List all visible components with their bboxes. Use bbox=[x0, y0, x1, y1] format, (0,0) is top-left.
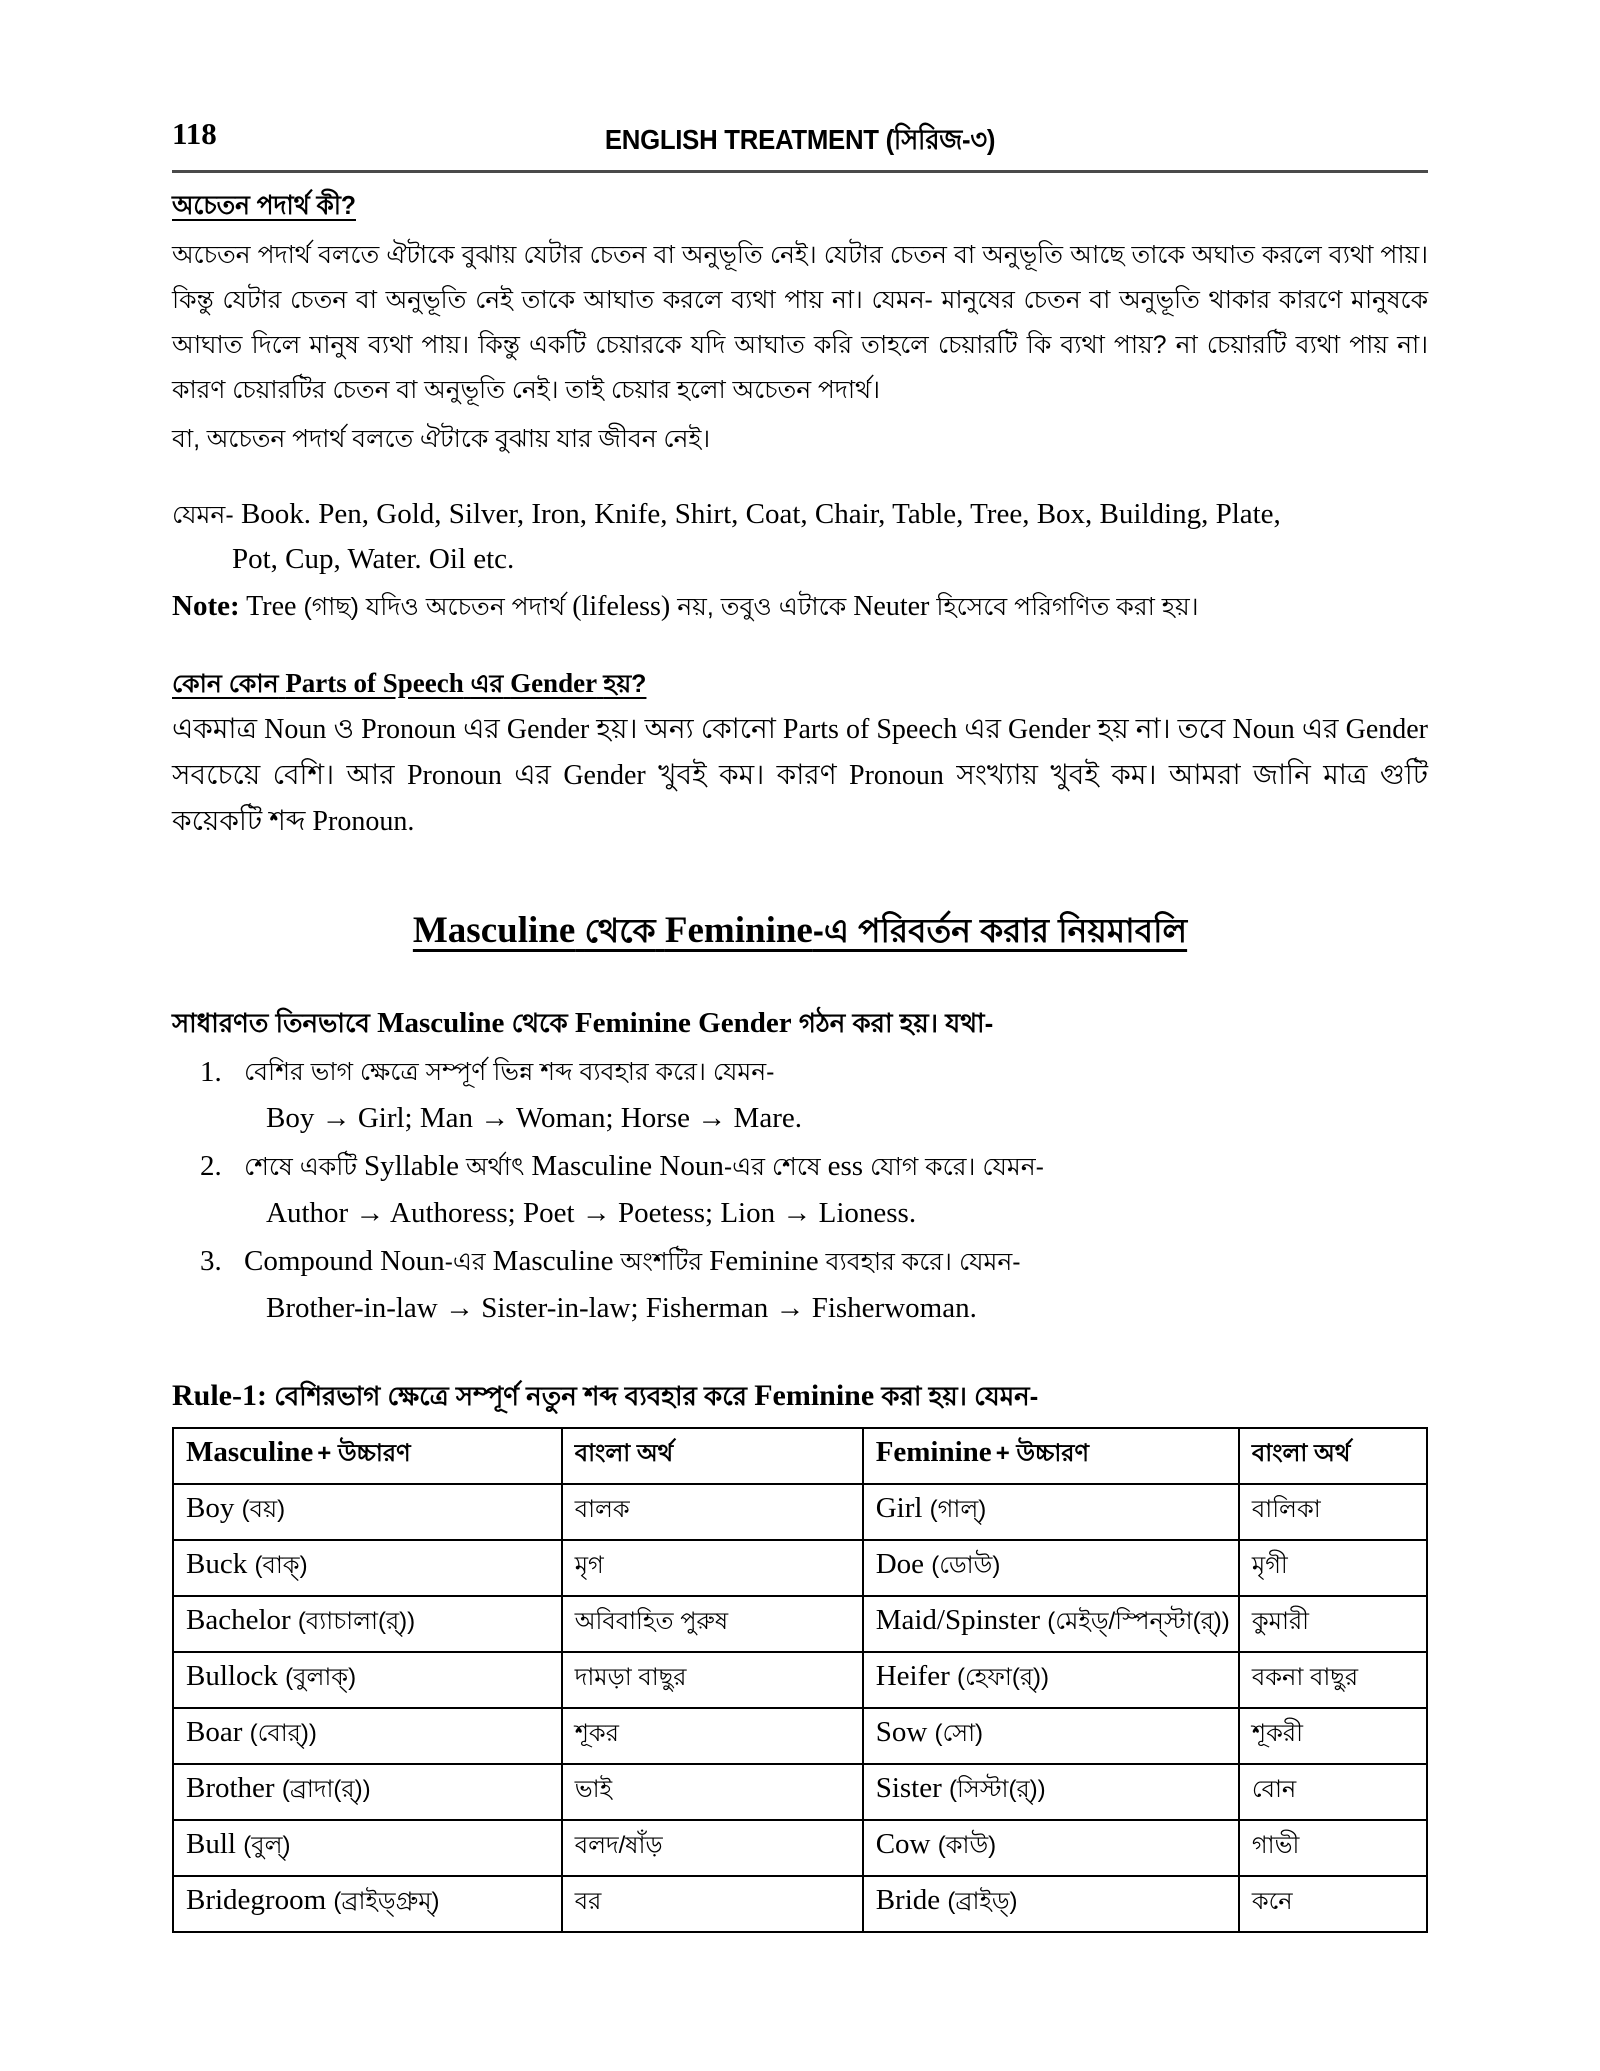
header-feminine-bn: + উচ্চারণ bbox=[995, 1440, 1089, 1467]
main-title-suffix: -এ পরিবর্তন করার নিয়মাবলি bbox=[812, 912, 1188, 949]
header-meaning-1-bn: বাংলা অর্থ bbox=[574, 1440, 674, 1467]
note-word-tree: Tree bbox=[246, 591, 297, 622]
examples-noun-list-line2: Pot, Cup, Water. Oil etc. bbox=[232, 543, 515, 575]
rule-2-part-6: যোগ করে। যেমন- bbox=[870, 1153, 1045, 1181]
masculine-word: Bull bbox=[186, 1828, 236, 1860]
rule-2-part-2: অর্থাৎ bbox=[465, 1153, 525, 1181]
rule-3-part-5: ব্যবহার করে। যেমন- bbox=[825, 1248, 1021, 1276]
cell-masculine bbox=[173, 1764, 562, 1820]
masculine-pronunciation: (ব্যাচালা(র্)) bbox=[297, 1608, 416, 1635]
feminine-word: Doe bbox=[875, 1548, 925, 1580]
main-title-feminine: Feminine bbox=[664, 910, 813, 951]
page-header bbox=[172, 118, 1428, 164]
rule1-en-feminine: Feminine bbox=[754, 1379, 875, 1412]
rule-2-part-1: Syllable bbox=[363, 1150, 459, 1182]
rule-item-3 bbox=[244, 1238, 1428, 1331]
examples-block bbox=[172, 492, 1428, 630]
rule-2-part-0: শেষে একটি bbox=[244, 1153, 357, 1181]
feminine-word: Heifer bbox=[875, 1660, 950, 1692]
rules-intro-en-feminine-gender: Feminine Gender bbox=[574, 1007, 792, 1039]
section-achetan-alt-line: বা, অচেতন পদার্থ বলতে ঐটাকে বুঝায় যার জীবন নেই। bbox=[172, 425, 711, 453]
cell-feminine bbox=[863, 1652, 1239, 1708]
feminine-word: Cow bbox=[875, 1828, 931, 1860]
cell-feminine bbox=[863, 1540, 1239, 1596]
header-feminine-en: Feminine bbox=[875, 1436, 992, 1468]
feminine-word: Bride bbox=[875, 1884, 941, 1916]
rule-3-text bbox=[244, 1238, 1428, 1285]
table-row bbox=[173, 1540, 1427, 1596]
examples-line-1 bbox=[172, 492, 1428, 537]
note-bn-part-2: নয়, তবুও এটাকে bbox=[677, 593, 847, 621]
cell-masculine-meaning: দামড়া বাছুর bbox=[562, 1652, 863, 1708]
pos-heading-bn-2: এর bbox=[470, 670, 504, 698]
rule1-bn-1: বেশিরভাগ ক্ষেত্রে সম্পূর্ণ নতুন শব্দ ব্যবহার করে bbox=[274, 1381, 747, 1411]
main-title-masculine: Masculine bbox=[412, 910, 576, 951]
note-word-neuter: Neuter bbox=[853, 591, 930, 622]
page-content bbox=[172, 118, 1428, 1933]
cell-masculine-meaning: বর bbox=[562, 1876, 863, 1932]
cell-feminine-meaning: শূকরী bbox=[1239, 1708, 1427, 1764]
rules-intro bbox=[172, 1003, 1428, 1043]
masculine-pronunciation: (বাক্) bbox=[254, 1552, 308, 1579]
cell-feminine bbox=[863, 1708, 1239, 1764]
cell-masculine-meaning: অবিবাহিত পুরুষ bbox=[562, 1596, 863, 1652]
cell-masculine bbox=[173, 1820, 562, 1876]
cell-feminine-meaning: বকনা বাছুর bbox=[1239, 1652, 1427, 1708]
cell-masculine bbox=[173, 1876, 562, 1932]
rule1-heading bbox=[172, 1375, 1428, 1417]
feminine-pronunciation: (ব্রাইড্) bbox=[947, 1888, 1018, 1915]
examples-lead-label: যেমন- bbox=[172, 501, 234, 529]
rule-1-example: Boy → Girl; Man → Woman; Horse → Mare. bbox=[266, 1102, 802, 1134]
table-header-masculine bbox=[173, 1428, 562, 1484]
cell-feminine bbox=[863, 1764, 1239, 1820]
rule-item-1 bbox=[244, 1049, 1428, 1141]
note-word-lifeless: (lifeless) bbox=[572, 591, 671, 622]
examples-noun-list-line1: Book. Pen, Gold, Silver, Iron, Knife, Shirt, Coat, Chair, Table, Tree, Box, Building, Plate, bbox=[240, 498, 1281, 530]
note-bn-part-1: (গাছ) যদিও অচেতন পদার্থ bbox=[303, 593, 566, 621]
table-row bbox=[173, 1876, 1427, 1932]
pos-heading-en-1: Parts of Speech bbox=[285, 668, 464, 698]
table-row bbox=[173, 1596, 1427, 1652]
table-header-feminine bbox=[863, 1428, 1239, 1484]
section-achetan-heading-wrap bbox=[172, 173, 1428, 229]
masculine-pronunciation: (বয়) bbox=[241, 1496, 286, 1523]
table-head bbox=[173, 1428, 1427, 1484]
feminine-pronunciation: (হেফা(র্)) bbox=[957, 1664, 1050, 1691]
cell-feminine-meaning: বালিকা bbox=[1239, 1484, 1427, 1540]
masculine-pronunciation: (বুলাক্) bbox=[285, 1664, 357, 1691]
table-row bbox=[173, 1652, 1427, 1708]
pos-heading-en-2: Gender bbox=[510, 668, 597, 698]
rule-3-part-4: Feminine bbox=[709, 1245, 819, 1277]
masculine-pronunciation: (বোর্)) bbox=[249, 1720, 317, 1747]
cell-feminine bbox=[863, 1484, 1239, 1540]
header-masculine-bn: + উচ্চারণ bbox=[317, 1440, 411, 1467]
masculine-pronunciation: (ব্রাদা(র্)) bbox=[281, 1776, 371, 1803]
feminine-pronunciation: (কাউ) bbox=[937, 1832, 997, 1859]
rule-item-2 bbox=[244, 1143, 1428, 1236]
page-number: 118 bbox=[172, 116, 217, 151]
rule-3-part-0: Compound Noun bbox=[244, 1245, 445, 1277]
table-header-meaning-2 bbox=[1239, 1428, 1427, 1484]
masculine-word: Boy bbox=[186, 1492, 235, 1524]
table-row bbox=[173, 1708, 1427, 1764]
section-heading-parts-of-speech bbox=[172, 664, 646, 707]
cell-feminine-meaning: কনে bbox=[1239, 1876, 1427, 1932]
masculine-word: Brother bbox=[186, 1772, 275, 1804]
cell-feminine bbox=[863, 1596, 1239, 1652]
feminine-word: Sister bbox=[875, 1772, 942, 1804]
header-masculine-en: Masculine bbox=[186, 1436, 314, 1468]
rules-intro-bn-2: থেকে bbox=[511, 1008, 568, 1038]
book-title: ENGLISH TREATMENT (সিরিজ-৩) bbox=[604, 124, 996, 155]
feminine-pronunciation: (গাল্) bbox=[929, 1496, 987, 1523]
feminine-pronunciation: (সিস্টা(র্)) bbox=[949, 1776, 1046, 1803]
cell-feminine bbox=[863, 1820, 1239, 1876]
cell-masculine-meaning: শূকর bbox=[562, 1708, 863, 1764]
feminine-word: Sow bbox=[875, 1716, 928, 1748]
rule-3-part-2: Masculine bbox=[492, 1245, 614, 1277]
pos-heading-bn-1: কোন কোন bbox=[172, 670, 279, 698]
table-row bbox=[173, 1484, 1427, 1540]
cell-masculine bbox=[173, 1540, 562, 1596]
section-achetan-paragraph: অচেতন পদার্থ বলতে ঐটাকে বুঝায় যেটার চেতন বা অনুভূতি নেই। যেটার চেতন বা অনুভূতি আছে তাকে অঘাত করলে ব্যথা পায়। কিন্তু যেটার চেতন বা অনুভূতি নেই তাকে আঘাত করলে ব্যথা পায় না। যেমন- মানুষের চেতন বা অনুভূতি থাকার কারণে মানুষকে আঘাত দিলে মানুষ ব্যথা পায়। কিন্তু একটি চেয়ারকে যদি আঘাত করি তাহলে চেয়ারটি কি ব্যথা পায়? না চেয়ারটি ব্যথা পায় না। কারণ চেয়ারটির চেতন বা অনুভূতি নেই। তাই চেয়ার হলো অচেতন পদার্থ। bbox=[172, 241, 1428, 404]
header-meaning-2-bn: বাংলা অর্থ bbox=[1251, 1440, 1351, 1467]
cell-masculine bbox=[173, 1484, 562, 1540]
rules-intro-bn-3: গঠন করা হয়। যথা- bbox=[798, 1008, 994, 1038]
pos-heading-bn-3: হয়? bbox=[603, 670, 647, 698]
rule-2-example: Author → Authoress; Poet → Poetess; Lion → Lioness. bbox=[266, 1197, 917, 1229]
rules-list bbox=[172, 1049, 1428, 1331]
masculine-word: Bullock bbox=[186, 1660, 278, 1692]
section-parts-of-speech-paragraph: একমাত্র Noun ও Pronoun এর Gender হয়। অন্য কোনো Parts of Speech এর Gender হয় না। তবে Noun এর Gender সবচেয়ে বেশি। আর Pronoun এর Gender খুবই কম। কারণ Pronoun সংখ্যায় খুবই কম। আমরা জানি মাত্র গুটি কয়েকটি শব্দ Pronoun. bbox=[172, 714, 1428, 837]
rules-intro-bn-1: সাধারণত তিনভাবে bbox=[172, 1008, 370, 1038]
masculine-word: Bachelor bbox=[186, 1604, 291, 1636]
cell-masculine-meaning: বলদ/ষাঁড় bbox=[562, 1820, 863, 1876]
main-title-theke: থেকে bbox=[584, 912, 656, 949]
feminine-pronunciation: (মেইড্/স্পিন্স্টা(র্)) bbox=[1047, 1608, 1230, 1635]
cell-feminine-meaning: কুমারী bbox=[1239, 1596, 1427, 1652]
rule-3-example: Brother-in-law → Sister-in-law; Fisherman → Fisherwoman. bbox=[266, 1292, 977, 1324]
table-body bbox=[173, 1484, 1427, 1932]
feminine-pronunciation: (সো) bbox=[934, 1720, 984, 1747]
main-title bbox=[172, 905, 1428, 961]
masculine-word: Bridegroom bbox=[186, 1884, 327, 1916]
cell-masculine bbox=[173, 1596, 562, 1652]
rule-2-text bbox=[244, 1143, 1428, 1190]
rule-1-text: বেশির ভাগ ক্ষেত্রে সম্পূর্ণ ভিন্ন শব্দ ব্যবহার করে। যেমন- bbox=[244, 1058, 775, 1086]
section-heading-achetan: অচেতন পদার্থ কী? bbox=[172, 190, 356, 220]
cell-feminine-meaning: বোন bbox=[1239, 1764, 1427, 1820]
cell-masculine-meaning: ভাই bbox=[562, 1764, 863, 1820]
masculine-word: Buck bbox=[186, 1548, 248, 1580]
table-header-row bbox=[173, 1428, 1427, 1484]
rule1-label: Rule-1: bbox=[172, 1379, 267, 1412]
table-header-meaning-1 bbox=[562, 1428, 863, 1484]
rule-2-part-3: Masculine Noun bbox=[531, 1150, 724, 1182]
masculine-pronunciation: (ব্রাইড্গ্রুম্) bbox=[333, 1888, 440, 1915]
masculine-feminine-table bbox=[172, 1427, 1428, 1933]
rules-intro-en-masculine: Masculine bbox=[377, 1007, 505, 1039]
rule-3-part-3: অংশটির bbox=[620, 1248, 703, 1276]
cell-feminine-meaning: মৃগী bbox=[1239, 1540, 1427, 1596]
table-row bbox=[173, 1764, 1427, 1820]
masculine-word: Boar bbox=[186, 1716, 243, 1748]
feminine-pronunciation: (ডোউ) bbox=[931, 1552, 1001, 1579]
rule1-bn-2: করা হয়। যেমন- bbox=[881, 1381, 1039, 1411]
cell-feminine-meaning: গাভী bbox=[1239, 1820, 1427, 1876]
cell-masculine bbox=[173, 1652, 562, 1708]
cell-masculine-meaning: বালক bbox=[562, 1484, 863, 1540]
cell-feminine bbox=[863, 1876, 1239, 1932]
note-line bbox=[172, 583, 1428, 630]
cell-masculine bbox=[173, 1708, 562, 1764]
table-row bbox=[173, 1820, 1427, 1876]
cell-masculine-meaning: মৃগ bbox=[562, 1540, 863, 1596]
feminine-word: Girl bbox=[875, 1492, 923, 1524]
note-bn-part-3: হিসেবে পরিগণিত করা হয়। bbox=[936, 593, 1199, 621]
rule-2-part-5: ess bbox=[827, 1150, 864, 1182]
section-parts-of-speech-heading-wrap bbox=[172, 664, 1428, 707]
rule-3-part-1: -এর bbox=[444, 1248, 486, 1276]
note-label: Note: bbox=[172, 590, 240, 622]
feminine-word: Maid/Spinster bbox=[875, 1604, 1041, 1636]
rule-2-part-4: -এর শেষে bbox=[723, 1153, 821, 1181]
masculine-pronunciation: (বুল্) bbox=[243, 1832, 291, 1859]
